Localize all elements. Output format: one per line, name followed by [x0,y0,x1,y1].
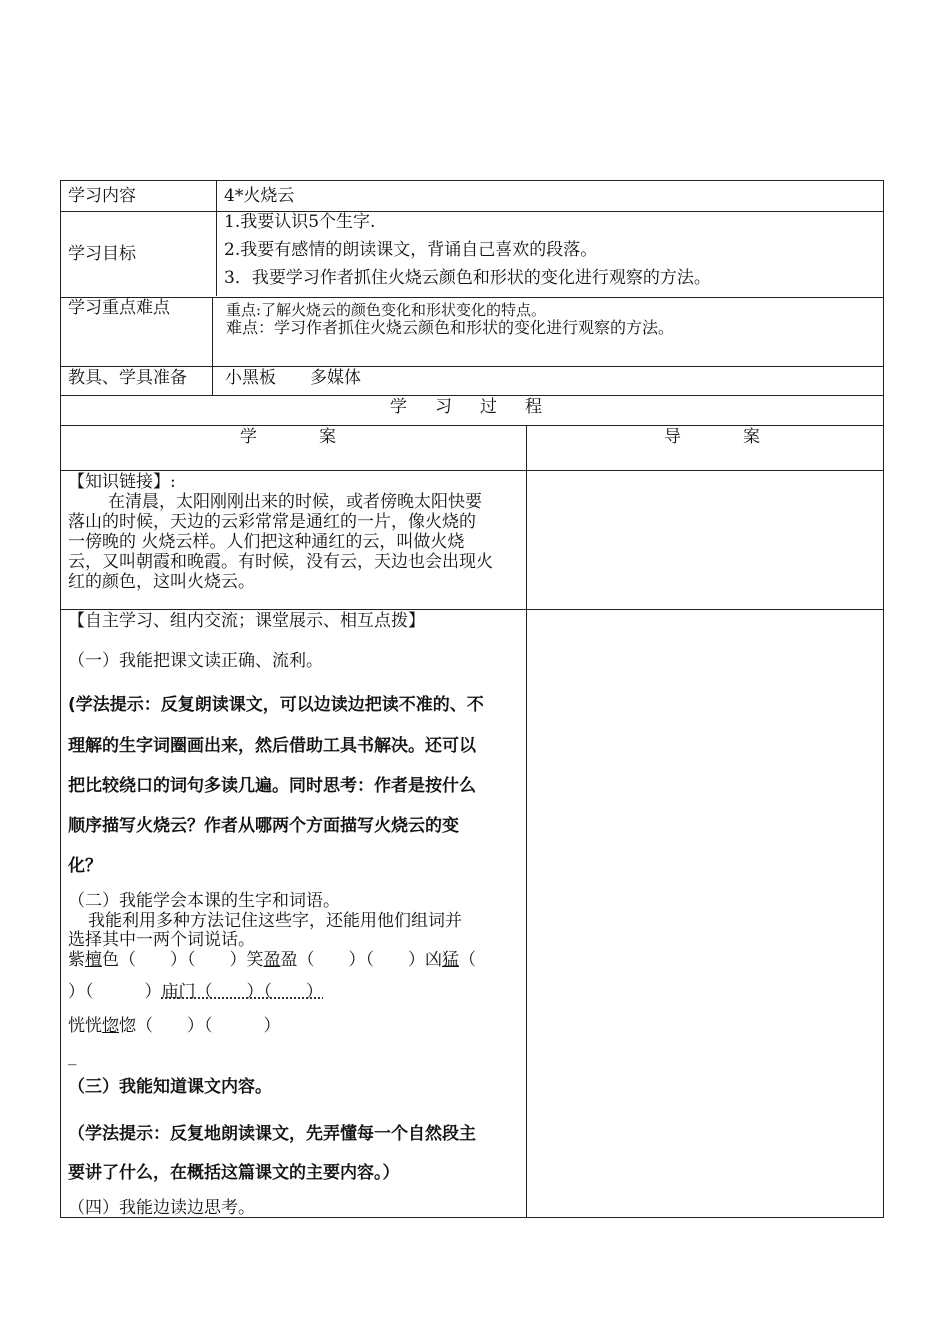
target-char: 盈 [263,950,281,970]
table-rule [60,211,884,212]
knowledge-heading: 【知识链接】: [68,472,176,492]
table-rule [60,470,884,471]
difficult-point: 难点：学习作者抓住火烧云颜色和形状的变化进行观察的方法。 [226,318,675,337]
study-tip-line: 理解的生字词圈画出来，然后借助工具书解决。还可以 [68,736,476,756]
tools-label: 教具、学具准备 [68,368,187,388]
section-three-tip: （学法提示：反复地朗读课文，先弄懂每一个自然段主 [68,1124,476,1144]
goal-item: 2.我要有感情的朗读课文，背诵自己喜欢的段落。 [224,240,598,260]
section-three: （三）我能知道课文内容。 [68,1077,272,1097]
word-text: 盈（ ）（ ）凶 [280,950,442,970]
study-tip-line: 顺序描写火烧云？作者从哪两个方面描写火烧云的变 [68,816,459,836]
table-rule [883,180,884,1218]
table-rule [216,180,217,296]
word-text: 惚（ ）（ ） [119,1016,281,1036]
word-row [68,982,323,1002]
word-text: 紫 [68,950,85,970]
goal-label: 学习目标 [68,244,136,264]
study-tip-line: 把比较绕口的词句多读几遍。同时思考：作者是按什么 [68,776,476,796]
tools-value: 小黑板 多媒体 [225,368,361,388]
right-heading: 导案 [664,427,822,447]
target-char: 惚 [102,1016,119,1036]
target-char: 猛 [442,950,459,970]
knowledge-line: 一傍晚的 火烧云样。人们把这种通红的云，叫做火烧 [68,532,465,552]
target-char: 庙 [161,982,179,1002]
table-rule [60,425,884,426]
dash-mark: _ [68,1046,77,1066]
knowledge-line: 云，又叫朝霞和晚霞。有时候，没有云，天边也会出现火 [68,552,493,572]
table-rule [60,609,884,610]
section-one: （一）我能把课文读正确、流利。 [68,651,323,671]
section-two: （二）我能学会本课的生字和词语。 [68,891,340,911]
section-three-tip: 要讲了什么，在概括这篇课文的主要内容。） [68,1163,400,1183]
target-char: 檀 [85,950,102,970]
table-rule [60,366,884,367]
process-title: 学习过程 [390,397,570,417]
section-two-desc: 我能利用多种方法记住这些字，还能用他们组词并 [88,911,462,931]
key-point: 重点:了解火烧云的颜色变化和形状变化的特点。 [226,301,547,319]
word-text: 恍恍 [68,1016,102,1036]
word-text: ）（ ） [68,982,162,1002]
table-rule [60,180,884,181]
knowledge-line: 落山的时候，天边的云彩常常是通红的一片，像火烧的 [68,512,476,532]
table-rule [212,297,213,395]
goal-item: 3．我要学习作者抓住火烧云颜色和形状的变化进行观察的方法。 [224,268,711,288]
study-tip-line: (学法提示：反复朗读课文，可以边读边把读不准的、不 [68,695,484,715]
left-heading: 学案 [240,427,398,447]
table-rule [60,297,884,298]
table-rule [60,180,61,1218]
word-row [68,1016,281,1036]
word-text: 门（ ）（ ） [178,982,323,1002]
knowledge-line: 在清晨，太阳刚刚出来的时候，或者傍晚太阳快要 [108,492,482,512]
goal-item: 1.我要认识5个生字. [224,212,376,232]
study-heading: 【自主学习、组内交流；课堂展示、相互点拨】 [68,611,425,631]
content-label: 学习内容 [68,186,136,206]
word-text: 色（ ）（ ）笑 [102,950,264,970]
key-label: 学习重点难点 [68,298,170,318]
study-tip-line: 化？ [68,856,102,876]
knowledge-line: 红的颜色，这叫火烧云。 [68,572,255,592]
table-rule [526,425,527,1218]
section-four: （四）我能边读边思考。 [68,1198,255,1218]
section-two-desc: 选择其中一两个词说话。 [68,930,255,950]
content-value: 4*火烧云 [224,186,295,206]
word-text: （ [459,950,476,970]
table-rule [60,395,884,396]
word-row [68,950,476,970]
